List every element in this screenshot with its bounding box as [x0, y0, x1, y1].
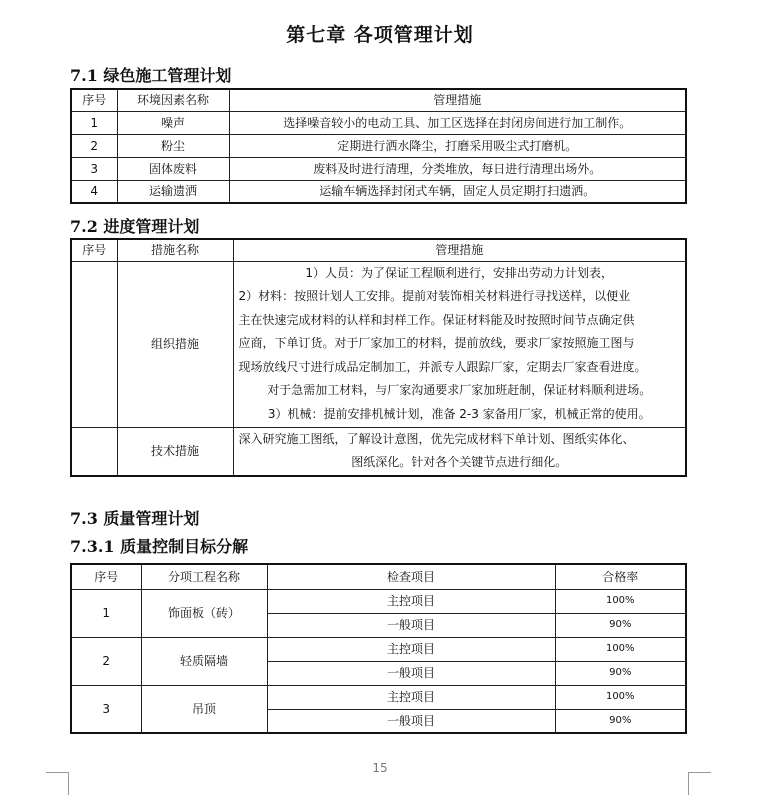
row-check: 一般项目	[267, 613, 555, 637]
header-cell: 合格率	[555, 564, 686, 589]
header-cell: 序号	[71, 564, 141, 589]
table-row	[71, 261, 686, 427]
measure-line: 应商，下单订货。对于厂家加工的材料，提前放线，要求厂家按照施工图与	[238, 336, 635, 351]
row-measure: 定期进行洒水降尘，打磨采用吸尘式打磨机。	[229, 134, 686, 157]
row-no	[71, 427, 117, 476]
row-name: 轻质隔墙	[141, 637, 267, 685]
row-rate: 90%	[555, 661, 686, 685]
row-no: 1	[71, 111, 117, 134]
table-row	[71, 134, 686, 157]
green-construction-table	[70, 88, 687, 204]
row-no: 3	[71, 157, 117, 180]
table-row	[71, 589, 686, 613]
measure-line: 现场放线尺寸进行成品定制加工，并派专人跟踪厂家，定期去厂家查看进度。	[238, 359, 647, 374]
measure-line: 图纸深化。针对各个关键节点进行细化。	[351, 455, 568, 470]
measure-line: 1）人员：为了保证工程顺利进行，安排出劳动力计划表，	[305, 265, 614, 280]
row-measure: 废料及时进行清理，分类堆放，每日进行清理出场外。	[229, 157, 686, 180]
row-check: 主控项目	[267, 685, 555, 709]
chapter-title: 第七章 各项管理计划	[286, 24, 474, 46]
measure-line: 主在快速完成材料的认样和封样工作。保证材料能及时按照时间节点确定供	[238, 312, 635, 327]
row-name: 噪声	[117, 111, 229, 134]
header-cell: 管理措施	[229, 89, 686, 111]
page-number: 15	[372, 761, 388, 775]
measure-line: 3）机械：提前安排机械计划，准备 2-3 家备用厂家，机械正常的使用。	[267, 407, 651, 422]
row-measure: 运输车辆选择封闭式车辆，固定人员定期打扫遗洒。	[229, 180, 686, 203]
section-7-2-title: 7.2 进度管理计划	[70, 217, 200, 236]
header-cell: 环境因素名称	[117, 89, 229, 111]
header-cell: 管理措施	[233, 239, 686, 261]
row-name: 吊顶	[141, 685, 267, 733]
table-header-row	[71, 239, 686, 261]
row-name: 粉尘	[117, 134, 229, 157]
row-no: 3	[71, 685, 141, 733]
row-rate: 90%	[555, 709, 686, 733]
row-rate: 100%	[555, 685, 686, 709]
header-cell: 检查项目	[267, 564, 555, 589]
row-no: 1	[71, 589, 141, 637]
table-row	[71, 637, 686, 661]
row-measure: 选择噪音较小的电动工具、加工区选择在封闭房间进行加工制作。	[229, 111, 686, 134]
table-row	[71, 685, 686, 709]
measure-line: 对于急需加工材料，与厂家沟通要求厂家加班赶制，保证材料顺利进场。	[267, 383, 652, 398]
header-cell: 序号	[71, 89, 117, 111]
row-no: 4	[71, 180, 117, 203]
quality-target-table	[70, 563, 687, 734]
row-check: 一般项目	[267, 661, 555, 685]
row-measure-technical	[233, 427, 686, 476]
header-cell: 措施名称	[117, 239, 233, 261]
table-header-row	[71, 564, 686, 589]
header-cell: 序号	[71, 239, 117, 261]
row-no: 2	[71, 134, 117, 157]
row-rate: 100%	[555, 589, 686, 613]
table-row	[71, 427, 686, 476]
table-row	[71, 180, 686, 203]
schedule-table	[70, 238, 687, 477]
row-rate: 90%	[555, 613, 686, 637]
row-measure-organization	[233, 261, 686, 427]
table-header-row	[71, 89, 686, 111]
row-name: 固体废料	[117, 157, 229, 180]
measure-line: 深入研究施工图纸，了解设计意图，优先完成材料下单计划、图纸实体化、	[238, 431, 635, 446]
row-check: 一般项目	[267, 709, 555, 733]
row-name: 运输遗洒	[117, 180, 229, 203]
table-row	[71, 111, 686, 134]
measure-line: 2）材料：按照计划人工安排。提前对装饰相关材料进行寻找送样，以便业	[238, 289, 631, 304]
row-no	[71, 261, 117, 427]
crop-mark-bottom-left	[46, 772, 69, 795]
crop-mark-bottom-right	[688, 772, 711, 795]
row-check: 主控项目	[267, 637, 555, 661]
row-name: 技术措施	[117, 427, 233, 476]
row-rate: 100%	[555, 637, 686, 661]
section-7-3-title: 7.3 质量管理计划	[70, 509, 200, 528]
table-row	[71, 157, 686, 180]
row-no: 2	[71, 637, 141, 685]
section-7-3-1-title: 7.3.1 质量控制目标分解	[70, 537, 249, 556]
row-name: 组织措施	[117, 261, 233, 427]
section-7-1-title: 7.1 绿色施工管理计划	[70, 66, 232, 85]
row-check: 主控项目	[267, 589, 555, 613]
row-name: 饰面板（砖）	[141, 589, 267, 637]
header-cell: 分项工程名称	[141, 564, 267, 589]
